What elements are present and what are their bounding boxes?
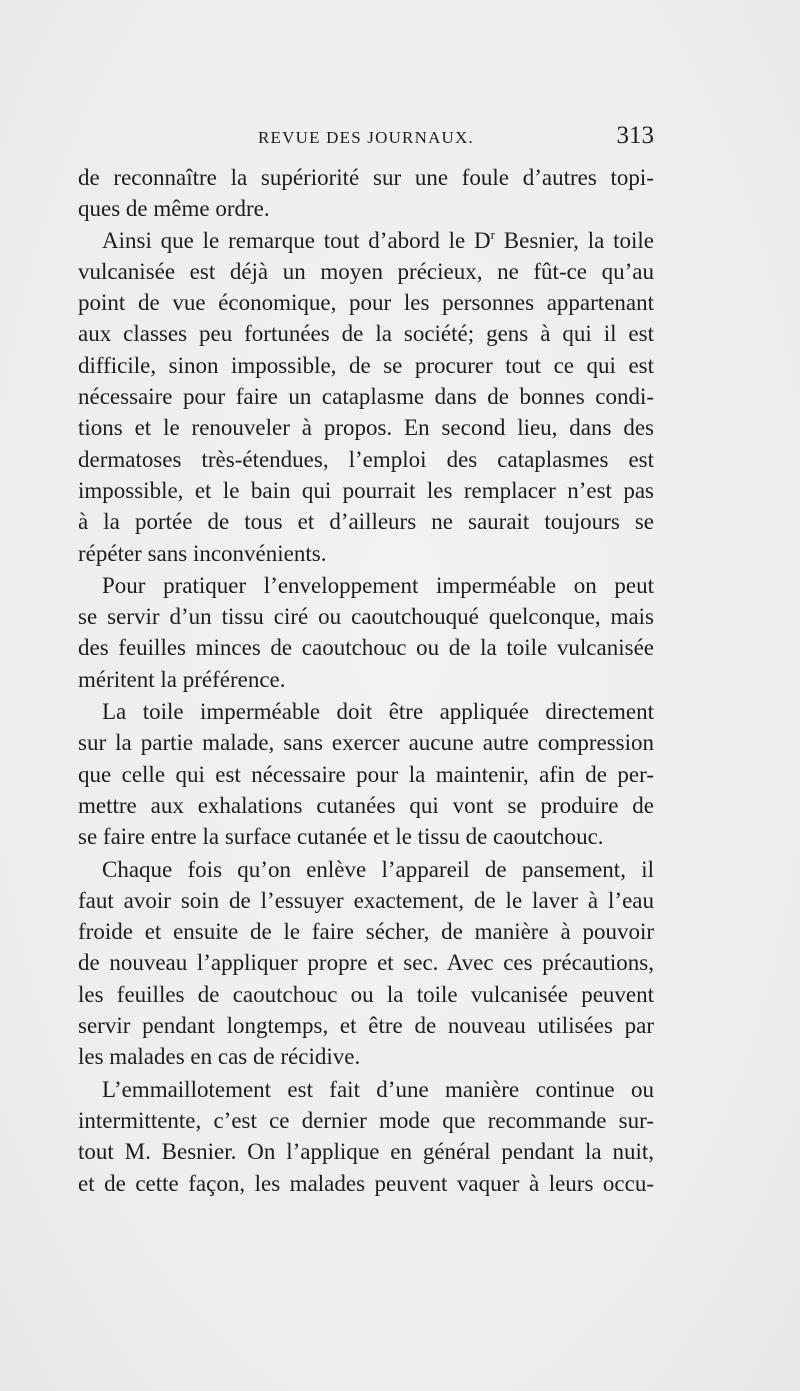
page-number: 313 xyxy=(616,122,654,149)
text-line: Pour pratiquer l’enveloppement imperméable on peut xyxy=(102,572,654,598)
text-line: aux classes peu fortunées de la société; gens à qui il est xyxy=(78,321,654,347)
text-segment: Besnier, la toile xyxy=(495,227,654,253)
text-line: de reconnaître la supériorité sur une foule d’autres topi- xyxy=(78,165,654,190)
text-segment: Ainsi que le remarque tout d’abord le D xyxy=(102,227,491,253)
text-line: intermittente, c’est ce dernier mode que recommande sur- xyxy=(78,1107,654,1133)
body-text xyxy=(78,162,654,1199)
text-line: sur la partie malade, sans exercer aucune autre compression xyxy=(78,730,654,756)
text-line: se servir d’un tissu ciré ou caoutchouqué quelconque, mais xyxy=(78,604,654,630)
text-line: La toile imperméable doit être appliquée directement xyxy=(102,699,654,725)
text-line xyxy=(78,225,654,256)
text-line: méritent la préférence. xyxy=(78,666,286,692)
text-line: L’emmaillotement est fait d’une manière continue ou xyxy=(102,1076,654,1102)
text-line: à la portée de tous et d’ailleurs ne saurait toujours se xyxy=(78,509,654,535)
text-line: Chaque fois qu’on enlève l’appareil de pansement, il xyxy=(102,856,654,882)
text-line: tions et le renouveler à propos. En second lieu, dans des xyxy=(78,415,654,441)
running-title: REVUE DES JOURNAUX. xyxy=(258,128,474,147)
running-head xyxy=(78,118,654,158)
text-line: et de cette façon, les malades peuvent vaquer à leurs occu- xyxy=(78,1170,654,1196)
text-line: servir pendant longtemps, et être de nouveau utilisées par xyxy=(78,1013,654,1039)
text-line: de nouveau l’appliquer propre et sec. Avec ces précautions, xyxy=(78,950,654,976)
text-line: les feuilles de caoutchouc ou la toile vulcanisée peuvent xyxy=(78,981,654,1007)
text-line: difficile, sinon impossible, de se procurer tout ce qui est xyxy=(78,352,654,378)
text-line: faut avoir soin de l’essuyer exactement, de le laver à l’eau xyxy=(78,887,654,913)
text-line: point de vue économique, pour les personnes appartenant xyxy=(78,290,654,316)
text-line: dermatoses très-étendues, l’emploi des cataplasmes est xyxy=(78,446,654,472)
text-line: tout M. Besnier. On l’applique en général pendant la nuit, xyxy=(78,1139,654,1165)
text-line: ques de même ordre. xyxy=(78,196,270,222)
text-line: des feuilles minces de caoutchouc ou de la toile vulcanisée xyxy=(78,635,654,661)
superscript: r xyxy=(490,226,495,242)
text-line: impossible, et le bain qui pourrait les remplacer n’est pas xyxy=(78,477,654,503)
text-line: se faire entre la surface cutanée et le tissu de caoutchouc. xyxy=(78,824,604,850)
text-line: vulcanisée est déjà un moyen précieux, ne fût-ce qu’au xyxy=(78,258,654,284)
text-line: nécessaire pour faire un cataplasme dans de bonnes condi- xyxy=(78,384,654,410)
text-line: répéter sans inconvénients. xyxy=(78,540,327,566)
text-line: froide et ensuite de le faire sécher, de manière à pouvoir xyxy=(78,919,654,945)
text-line: mettre aux exhalations cutanées qui vont se produire de xyxy=(78,792,654,818)
text-line: que celle qui est nécessaire pour la maintenir, afin de per- xyxy=(78,761,654,787)
text-line: les malades en cas de récidive. xyxy=(78,1044,361,1070)
